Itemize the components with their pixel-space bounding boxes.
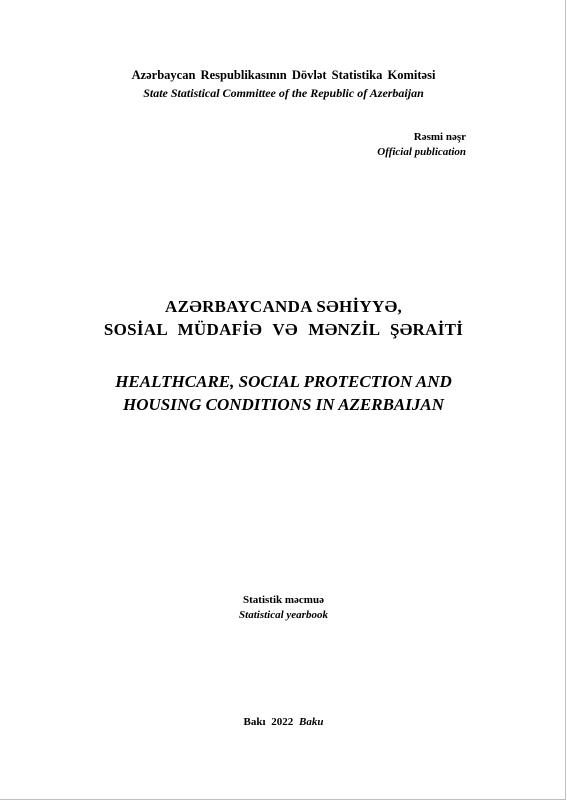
imprint-city-en: Baku [299, 716, 324, 728]
document-type-en: Statistical yearbook [239, 609, 328, 621]
imprint-year: 2022 [271, 716, 294, 728]
publication-type [377, 130, 466, 160]
publication-type-en: Official publication [377, 146, 466, 158]
title-az-line1: AZƏRBAYCANDA SƏHİYYƏ, [165, 297, 402, 316]
document-title-en [0, 370, 567, 416]
title-en-line1: HEALTHCARE, SOCIAL PROTECTION AND [115, 372, 452, 391]
publisher-name-en: State Statistical Committee of the Republic of Azerbaijan [143, 86, 424, 100]
publication-type-az: Rəsmi nəşr [413, 131, 466, 143]
title-en-line2: HOUSING CONDITIONS IN AZERBAIJAN [122, 395, 445, 414]
document-type-az: Statistik məcmuə [243, 594, 324, 606]
publisher-header [0, 66, 567, 102]
title-az-line2: SOSİAL MÜDAFİƏ VƏ MƏNZİL ŞƏRAİTİ [103, 320, 464, 339]
document-type [0, 593, 567, 623]
publisher-name-az: Azərbaycan Respublikasının Dövlət Statistika Komitəsi [131, 68, 436, 82]
imprint-city-az: Bakı [243, 716, 266, 728]
document-title-az [0, 295, 567, 341]
imprint [0, 716, 567, 728]
